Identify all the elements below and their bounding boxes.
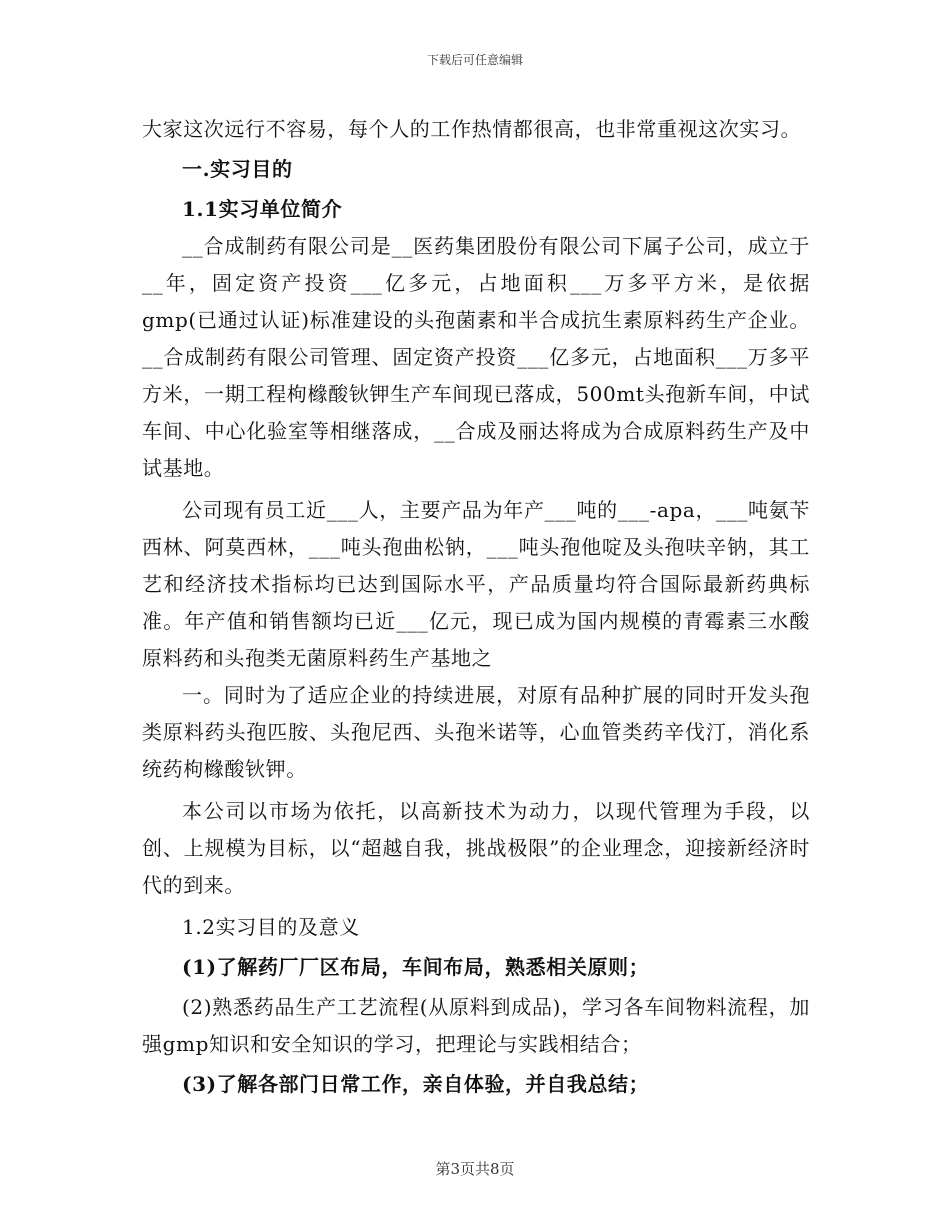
staff-products-paragraph: 公司现有员工近___人，主要产品为年产___吨的___-apa，___吨氨苄西林、阿莫西林，___吨头孢曲松钠，___吨头孢他啶及头孢呋辛钠，其工艺和经济技术指标均已达到国际水平，产品质量均符合国际最新药典标准。年产值和销售额均已近___亿元，现已成为国内规模的青霉素三水酸原料药和头孢类无菌原料药生产基地之 [142,498,810,670]
intro-continuation-paragraph: 大家这次远行不容易，每个人的工作热情都很高，也非常重视这次实习。 [142,117,802,141]
objective-item-2: (2)熟悉药品生产工艺流程(从原料到成品)，学习各车间物料流程，加强gmp知识和安全知识的学习，把理论与实践相结合； [142,995,810,1056]
page-header: 下载后可任意编辑 [426,53,523,67]
development-paragraph: 一。同时为了适应企业的持续进展，对原有品种扩展的同时开发头孢类原料药头孢匹胺、头孢尼西、头孢米诺等，心血管类药辛伐汀，消化系统药枸橼酸钬钾。 [142,683,810,781]
section-heading-1-2: 1.2实习目的及意义 [182,915,360,939]
philosophy-paragraph: 本公司以市场为依托，以高新技术为动力，以现代管理为手段，以创、上规模为目标，以“超越自我，挑战极限”的企业理念，迎接新经济时代的到来。 [142,799,810,897]
company-intro-paragraph: __合成制药有限公司是__医药集团股份有限公司下属子公司，成立于__年，固定资产投资___亿多元，占地面积___万多平方米，是依据gmp(已通过认证)标准建设的头孢菌素和半合成抗生素原料药生产企业。__合成制药有限公司管理、固定资产投资___亿多元，占地面积___万多平方米，一期工程枸橼酸钬钾生产车间现已落成，500mt头孢新车间，中试车间、中心化验室等相继落成，__合成及丽达将成为合成原料药生产及中试基地。 [142,234,810,480]
objective-item-3: (3)了解各部门日常工作，亲自体验，并自我总结； [182,1072,650,1096]
section-heading-1: 一.实习目的 [182,157,293,181]
objective-item-1: (1)了解药厂厂区布局，车间布局，熟悉相关原则； [182,955,650,979]
section-heading-1-1: 1.1实习单位简介 [182,197,343,221]
page-footer: 第3页共8页 [435,1160,515,1178]
document-body [142,111,810,1103]
